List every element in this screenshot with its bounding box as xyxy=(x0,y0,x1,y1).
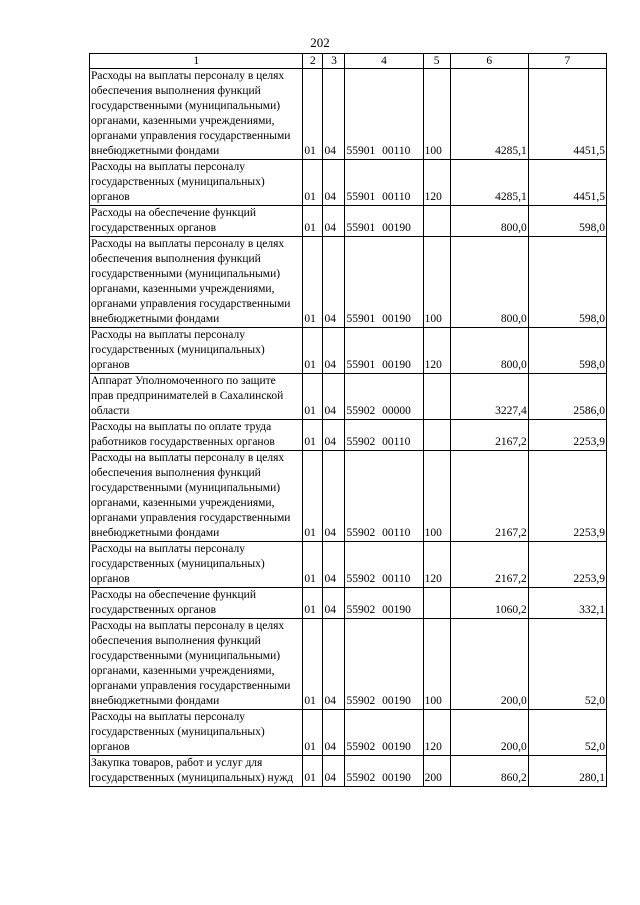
target-article-code: 55902 00190 xyxy=(345,619,423,710)
target-article-code: 55902 00000 xyxy=(345,374,423,420)
row-description: Расходы на выплаты персоналу государственных (муниципальных) органов xyxy=(90,710,303,756)
section-code: 01 xyxy=(303,588,323,619)
table-row xyxy=(90,710,607,756)
amount-col6: 800,0 xyxy=(450,328,528,374)
amount-col6: 800,0 xyxy=(450,206,528,237)
amount-col7: 4451,5 xyxy=(528,69,606,160)
target-article-code: 55902 00110 xyxy=(345,542,423,588)
table-row xyxy=(90,374,607,420)
amount-col7: 2586,0 xyxy=(528,374,606,420)
section-code: 01 xyxy=(303,420,323,451)
expense-type-code: 120 xyxy=(423,160,450,206)
subsection-code: 04 xyxy=(323,328,345,374)
column-header: 4 xyxy=(345,54,423,69)
section-code: 01 xyxy=(303,451,323,542)
subsection-code: 04 xyxy=(323,542,345,588)
target-article-code: 55901 00190 xyxy=(345,206,423,237)
subsection-code: 04 xyxy=(323,451,345,542)
amount-col7: 332,1 xyxy=(528,588,606,619)
subsection-code: 04 xyxy=(323,420,345,451)
table-row xyxy=(90,619,607,710)
column-header: 7 xyxy=(528,54,606,69)
section-code: 01 xyxy=(303,206,323,237)
table-row xyxy=(90,160,607,206)
target-article-code: 55901 00190 xyxy=(345,237,423,328)
subsection-code: 04 xyxy=(323,374,345,420)
table-row xyxy=(90,237,607,328)
target-article-code: 55901 00190 xyxy=(345,328,423,374)
subsection-code: 04 xyxy=(323,619,345,710)
expense-type-code: 120 xyxy=(423,328,450,374)
row-description: Расходы на обеспечение функций государственных органов xyxy=(90,588,303,619)
target-article-code: 55902 00190 xyxy=(345,756,423,787)
subsection-code: 04 xyxy=(323,588,345,619)
subsection-code: 04 xyxy=(323,756,345,787)
section-code: 01 xyxy=(303,160,323,206)
table-row xyxy=(90,542,607,588)
amount-col7: 4451,5 xyxy=(528,160,606,206)
column-header: 5 xyxy=(423,54,450,69)
amount-col7: 598,0 xyxy=(528,206,606,237)
subsection-code: 04 xyxy=(323,237,345,328)
expense-type-code xyxy=(423,420,450,451)
amount-col7: 2253,9 xyxy=(528,420,606,451)
expense-type-code: 120 xyxy=(423,710,450,756)
amount-col6: 4285,1 xyxy=(450,160,528,206)
expense-type-code: 100 xyxy=(423,451,450,542)
column-header: 2 xyxy=(303,54,323,69)
row-description: Расходы на выплаты по оплате труда работников государственных органов xyxy=(90,420,303,451)
row-description: Расходы на выплаты персоналу в целях обеспечения выполнения функций государственными (муниципальными) органами, казенными учреждениями, органами управления государственными внебюджетными фондами xyxy=(90,451,303,542)
amount-col6: 860,2 xyxy=(450,756,528,787)
section-code: 01 xyxy=(303,69,323,160)
amount-col6: 3227,4 xyxy=(450,374,528,420)
row-description: Расходы на выплаты персоналу в целях обеспечения выполнения функций государственными (муниципальными) органами, казенными учреждениями, органами управления государственными внебюджетными фондами xyxy=(90,237,303,328)
row-description: Расходы на выплаты персоналу государственных (муниципальных) органов xyxy=(90,328,303,374)
target-article-code: 55902 00190 xyxy=(345,710,423,756)
table-row xyxy=(90,328,607,374)
row-description: Закупка товаров, работ и услуг для государственных (муниципальных) нужд xyxy=(90,756,303,787)
amount-col7: 52,0 xyxy=(528,710,606,756)
section-code: 01 xyxy=(303,619,323,710)
amount-col6: 2167,2 xyxy=(450,420,528,451)
column-header: 1 xyxy=(90,54,303,69)
target-article-code: 55902 00190 xyxy=(345,588,423,619)
target-article-code: 55902 00110 xyxy=(345,451,423,542)
amount-col6: 4285,1 xyxy=(450,69,528,160)
expense-type-code: 100 xyxy=(423,619,450,710)
section-code: 01 xyxy=(303,756,323,787)
target-article-code: 55901 00110 xyxy=(345,160,423,206)
amount-col7: 280,1 xyxy=(528,756,606,787)
section-code: 01 xyxy=(303,542,323,588)
amount-col7: 598,0 xyxy=(528,328,606,374)
row-description: Аппарат Уполномоченного по защите прав предпринимателей в Сахалинской области xyxy=(90,374,303,420)
amount-col7: 52,0 xyxy=(528,619,606,710)
amount-col6: 2167,2 xyxy=(450,542,528,588)
target-article-code: 55901 00110 xyxy=(345,69,423,160)
header-row xyxy=(90,54,607,69)
section-code: 01 xyxy=(303,710,323,756)
row-description: Расходы на выплаты персоналу государственных (муниципальных) органов xyxy=(90,542,303,588)
budget-table xyxy=(89,53,607,787)
table-row xyxy=(90,420,607,451)
subsection-code: 04 xyxy=(323,160,345,206)
amount-col7: 598,0 xyxy=(528,237,606,328)
amount-col6: 1060,2 xyxy=(450,588,528,619)
section-code: 01 xyxy=(303,374,323,420)
amount-col6: 200,0 xyxy=(450,619,528,710)
amount-col6: 800,0 xyxy=(450,237,528,328)
section-code: 01 xyxy=(303,328,323,374)
amount-col7: 2253,9 xyxy=(528,542,606,588)
page-number: 202 xyxy=(310,35,330,50)
expense-type-code: 200 xyxy=(423,756,450,787)
section-code: 01 xyxy=(303,237,323,328)
subsection-code: 04 xyxy=(323,710,345,756)
amount-col7: 2253,9 xyxy=(528,451,606,542)
row-description: Расходы на выплаты персоналу в целях обеспечения выполнения функций государственными (муниципальными) органами, казенными учреждениями, органами управления государственными внебюджетными фондами xyxy=(90,69,303,160)
expense-type-code xyxy=(423,206,450,237)
expense-type-code xyxy=(423,588,450,619)
target-article-code: 55902 00110 xyxy=(345,420,423,451)
expense-type-code: 100 xyxy=(423,69,450,160)
table-row xyxy=(90,588,607,619)
column-header: 6 xyxy=(450,54,528,69)
row-description: Расходы на обеспечение функций государственных органов xyxy=(90,206,303,237)
expense-type-code xyxy=(423,374,450,420)
subsection-code: 04 xyxy=(323,69,345,160)
table-row xyxy=(90,69,607,160)
subsection-code: 04 xyxy=(323,206,345,237)
expense-type-code: 100 xyxy=(423,237,450,328)
expense-type-code: 120 xyxy=(423,542,450,588)
column-header: 3 xyxy=(323,54,345,69)
table-row xyxy=(90,206,607,237)
row-description: Расходы на выплаты персоналу в целях обеспечения выполнения функций государственными (муниципальными) органами, казенными учреждениями, органами управления государственными внебюджетными фондами xyxy=(90,619,303,710)
table-row xyxy=(90,451,607,542)
amount-col6: 200,0 xyxy=(450,710,528,756)
amount-col6: 2167,2 xyxy=(450,451,528,542)
row-description: Расходы на выплаты персоналу государственных (муниципальных) органов xyxy=(90,160,303,206)
table-row xyxy=(90,756,607,787)
